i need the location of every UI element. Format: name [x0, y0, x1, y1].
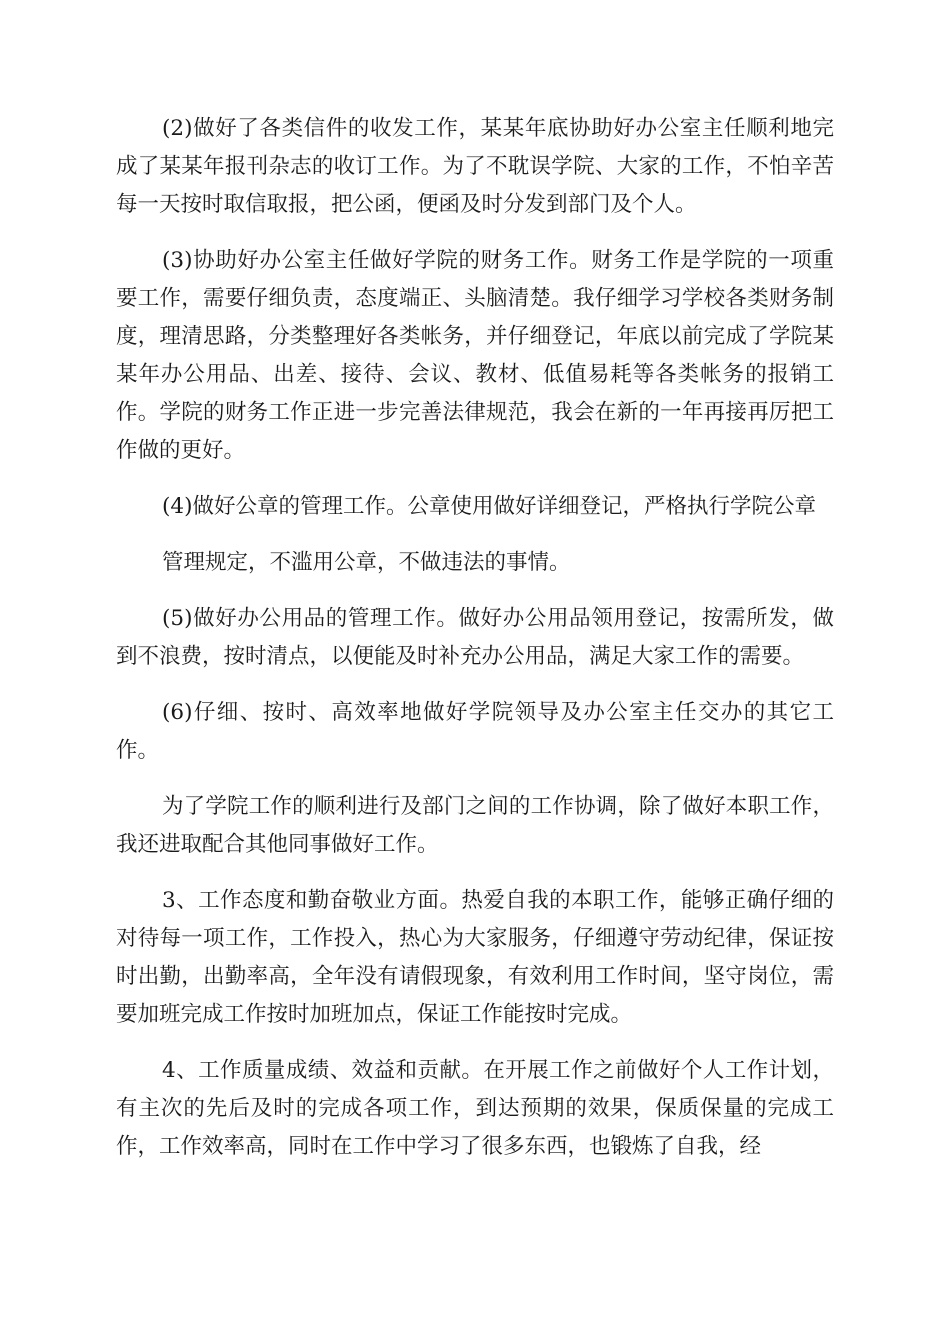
paragraph-item-3: (3)协助好办公室主任做好学院的财务工作。财务工作是学院的一项重要工作，需要仔细负责，态度端正、头脑清楚。我仔细学习学校各类财务制度，理清思路，分类整理好各类帐务，并仔细登记，年底以前完成了学院某某年办公用品、出差、接待、会议、教材、低值易耗等各类帐务的报销工作。学院的财务工作正进一步完善法律规范，我会在新的一年再接再厉把工作做的更好。: [116, 248, 834, 463]
paragraph-item-5: (5)做好办公用品的管理工作。做好办公用品领用登记，按需所发，做到不浪费，按时清点，以便能及时补充办公用品，满足大家工作的需要。: [116, 606, 834, 669]
paragraph-section-4: 4、工作质量成绩、效益和贡献。在开展工作之前做好个人工作计划，有主次的先后及时的完成各项工作，到达预期的效果，保质保量的完成工作，工作效率高，同时在工作中学习了很多东西，也锻炼了自我，经: [116, 1058, 834, 1159]
paragraph-item-6: (6)仔细、按时、高效率地做好学院领导及办公室主任交办的其它工作。: [116, 700, 834, 763]
paragraph-section-3: 3、工作态度和勤奋敬业方面。热爱自我的本职工作，能够正确仔细的对待每一项工作，工作投入，热心为大家服务，仔细遵守劳动纪律，保证按时出勤，出勤率高，全年没有请假现象，有效利用工作时间，坚守岗位，需要加班完成工作按时加班加点，保证工作能按时完成。: [116, 888, 834, 1027]
paragraph-coordination: 为了学院工作的顺利进行及部门之间的工作协调，除了做好本职工作，我还进取配合其他同事做好工作。: [116, 794, 834, 857]
paragraph-item-4-continued: 管理规定，不滥用公章，不做违法的事情。: [162, 550, 571, 575]
paragraph-item-4: (4)做好公章的管理工作。公章使用做好详细登记，严格执行学院公章: [162, 494, 816, 519]
paragraph-item-2: (2)做好了各类信件的收发工作，某某年底协助好办公室主任顺利地完成了某某年报刊杂志的收订工作。为了不耽误学院、大家的工作，不怕辛苦每一天按时取信取报，把公函，便函及时分发到部门及个人。: [116, 116, 834, 217]
document-body: [116, 110, 834, 1184]
